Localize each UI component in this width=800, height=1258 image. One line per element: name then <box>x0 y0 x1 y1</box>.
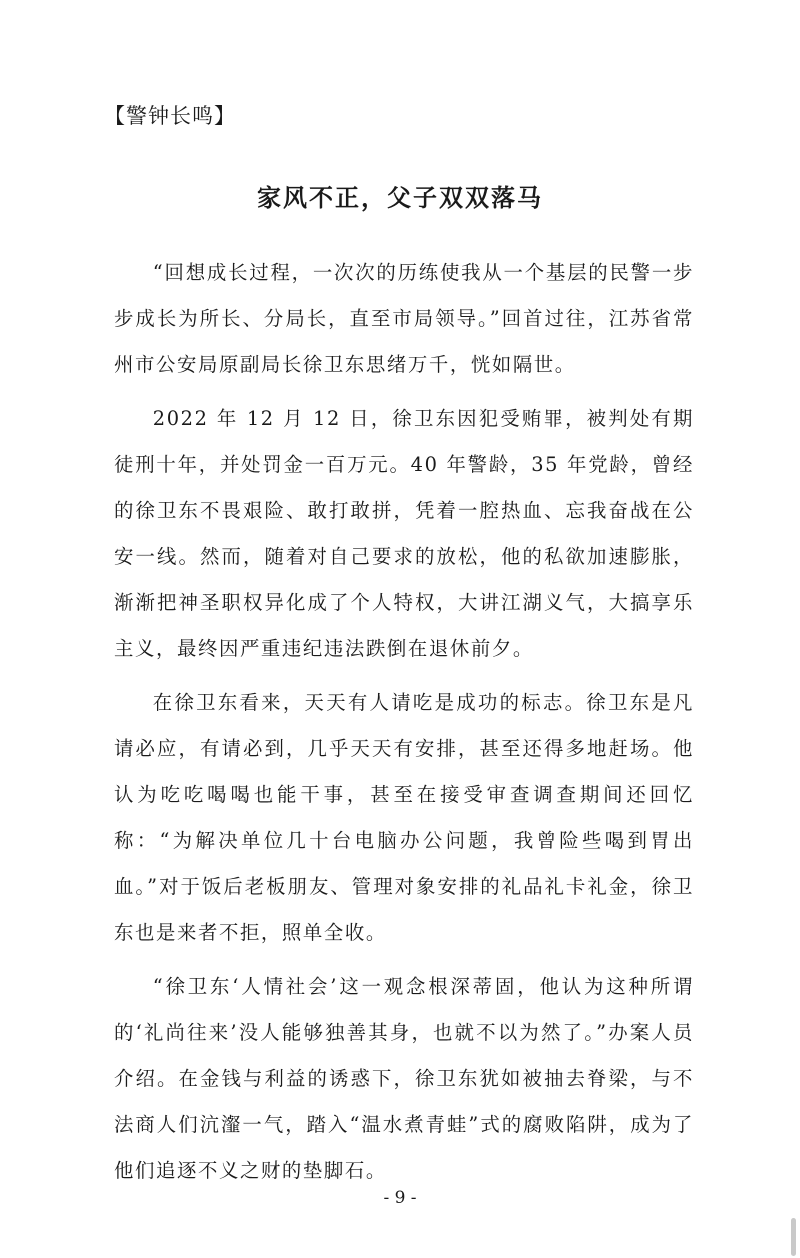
paragraph-1: “回想成长过程，一次次的历练使我从一个基层的民警一步步成长为所长、分局长，直至市局领导。”回首过往，江苏省常州市公安局原副局长徐卫东思绪万千，恍如隔世。 <box>114 261 694 376</box>
paragraph-4: “徐卫东‘人情社会’这一观念根深蒂固，他认为这种所谓的‘礼尚往来’没人能够独善其身，也就不以为然了。”办案人员介绍。在金钱与利益的诱惑下，徐卫东犹如被抽去脊梁，与不法商人们沆瀣一气，踏入“温水煮青蛙”式的腐败陷阱，成为了他们追逐不义之财的垫脚石。 <box>114 975 694 1182</box>
article-title: 家风不正，父子双双落马 <box>257 183 543 212</box>
section-tag: 【警钟长鸣】 <box>104 104 236 128</box>
paragraph-2: 2022 年 12 月 12 日，徐卫东因犯受贿罪，被判处有期徒刑十年，并处罚金一百万元。40 年警龄，35 年党龄，曾经的徐卫东不畏艰险、敢打敢拼，凭着一腔热血、忘我奋战在公安一线。然而，随着对自己要求的放松，他的私欲加速膨胀，渐渐把神圣职权异化成了个人特权，大讲江湖义气，大搞享乐主义，最终因严重违纪违法跌倒在退休前夕。 <box>114 407 694 660</box>
page-number: - 9 - <box>383 1188 417 1208</box>
paragraph-3: 在徐卫东看来，天天有人请吃是成功的标志。徐卫东是凡请必应，有请必到，几乎天天有安排，甚至还得多地赶场。他认为吃吃喝喝也能干事，甚至在接受审查调查期间还回忆称：“为解决单位几十台电脑办公问题，我曾险些喝到胃出血。”对于饭后老板朋友、管理对象安排的礼品礼卡礼金，徐卫东也是来者不拒，照单全收。 <box>114 691 694 944</box>
article-body <box>114 250 694 1202</box>
scrollbar-thumb[interactable] <box>791 1218 796 1256</box>
